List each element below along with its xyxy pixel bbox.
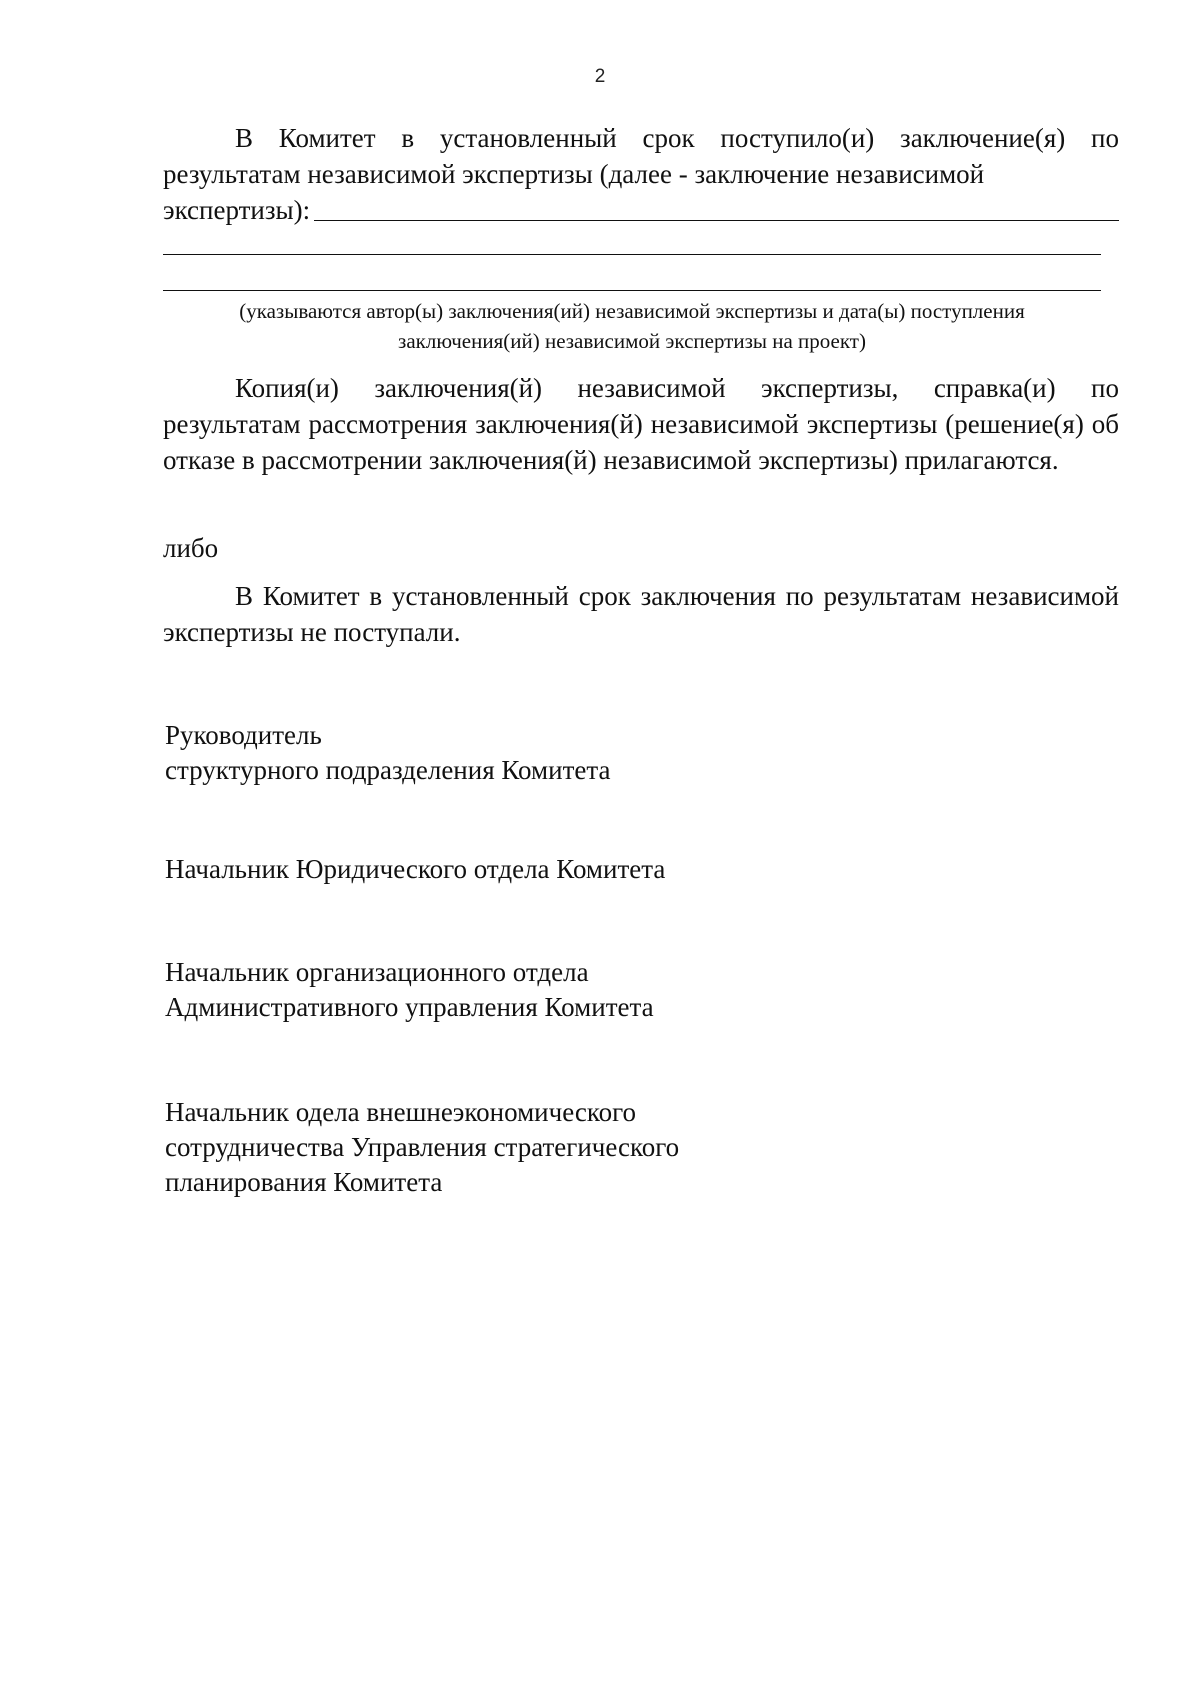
paragraph1-line3 [163,192,1119,228]
signatory-line: Начальник Юридического отдела Комитета [165,854,666,884]
signatory-structural-head [165,718,610,788]
caption-line2: заключения(ий) независимой экспертизы на проект) [398,329,866,353]
signatory-foreign-economic-head [165,1095,679,1200]
blank-fill-line [314,220,1119,221]
signatory-line: Начальник организационного отдела [165,957,589,987]
signatory-line: сотрудничества Управления стратегического [165,1132,680,1162]
caption-line1: (указываются автор(ы) заключения(ий) независимой экспертизы и дата(ы) поступления [239,299,1025,323]
paragraph1-line1: В Комитет в установленный срок поступило(и) заключение(я) по [235,123,1119,153]
signatory-organizational-head [165,955,654,1025]
signatory-line: Начальник одела внешнеэкономического [165,1097,636,1127]
fill-line-caption [163,296,1101,356]
signatory-line: Административного управления Комитета [165,992,654,1022]
paragraph-copies-attached: Копия(и) заключения(й) независимой экспертизы, справка(и) по результатам рассмотрения заключения(й) независимой экспертизы (решение(я) об отказе в рассмотрении заключения(й) независимой экспертизы) прилагаются. [163,373,1119,475]
blank-fill-line [163,290,1101,291]
paragraph-no-submissions: В Комитет в установленный срок заключения по результатам независимой экспертизы не поступали. [163,581,1119,647]
blank-fill-line [163,254,1101,255]
paragraph-submission-received [163,120,1119,228]
page-number: 2 [594,66,606,87]
paragraph1-line2: результатам независимой экспертизы (далее - заключение независимой [163,159,985,189]
alternative-separator: либо [163,533,219,563]
signatory-line: Руководитель [165,720,322,750]
paragraph1-line3-text: экспертизы): [163,195,311,225]
signatory-line: планирования Комитета [165,1167,443,1197]
signatory-legal-head [165,852,665,887]
signatory-line: структурного подразделения Комитета [165,755,611,785]
